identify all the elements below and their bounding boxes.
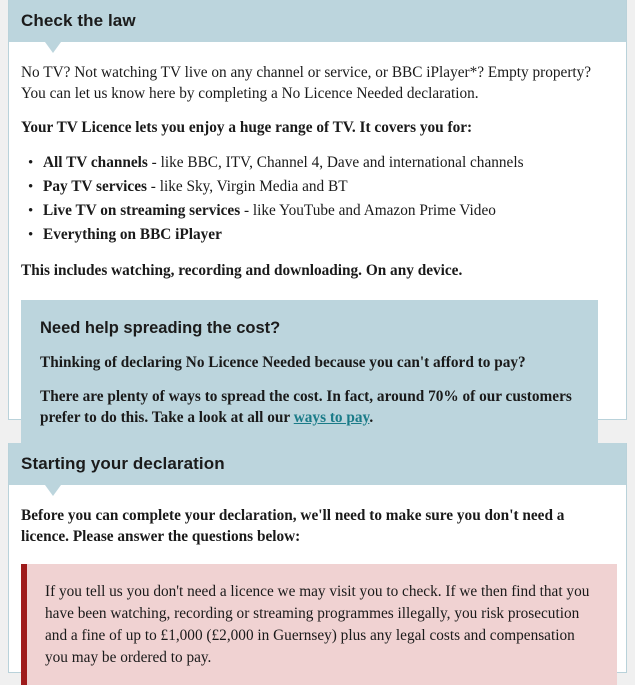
ways-to-pay-link[interactable]: ways to pay bbox=[293, 409, 370, 426]
info-box-paragraph-2 bbox=[40, 386, 578, 428]
list-item-rest: - like YouTube and Amazon Prime Video bbox=[240, 202, 496, 219]
list-item-lead: Pay TV services bbox=[43, 178, 147, 195]
page-title: Check the law bbox=[21, 11, 136, 30]
info-box-heading: Need help spreading the cost? bbox=[40, 319, 281, 337]
info-box-spreading-the-cost bbox=[21, 300, 598, 446]
list-item bbox=[43, 151, 609, 175]
header-notch-icon bbox=[45, 485, 61, 496]
card-check-the-law bbox=[8, 0, 627, 426]
info-box-paragraph-1: Thinking of declaring No Licence Needed because you can't afford to pay? bbox=[40, 354, 526, 371]
info-box-text-before-link: There are plenty of ways to spread the cost. In fact, around 70% of our customers prefer to do this. Take a look at all our bbox=[40, 388, 572, 426]
card-starting-your-declaration bbox=[8, 443, 627, 673]
includes-note-paragraph: This includes watching, recording and downloading. On any device. bbox=[21, 262, 463, 279]
card-header-starting-your-declaration bbox=[9, 443, 626, 485]
header-notch-icon bbox=[45, 42, 61, 53]
declaration-intro-paragraph: Before you can complete your declaration, we'll need to make sure you don't need a licence. Please answer the questions below: bbox=[21, 507, 565, 545]
list-item-rest: - like Sky, Virgin Media and BT bbox=[146, 178, 348, 195]
list-item-lead: Everything on BBC iPlayer bbox=[43, 226, 222, 243]
card-header-check-the-law bbox=[9, 0, 626, 42]
card-body-starting-your-declaration bbox=[9, 485, 626, 547]
info-box-text-after-link: . bbox=[369, 409, 374, 426]
list-item bbox=[43, 223, 609, 247]
list-item-rest: - like BBC, ITV, Channel 4, Dave and international channels bbox=[147, 154, 524, 171]
covers-intro-paragraph: Your TV Licence lets you enjoy a huge range of TV. It covers you for: bbox=[21, 119, 473, 136]
intro-paragraph: No TV? Not watching TV live on any channel or service, or BBC iPlayer*? Empty property? You can let us know here by completing a No Licence Needed declaration. bbox=[21, 64, 592, 102]
warning-box-prosecution-notice bbox=[21, 564, 617, 685]
list-item bbox=[43, 199, 609, 223]
card-body-check-the-law bbox=[9, 42, 626, 281]
list-item bbox=[43, 175, 609, 199]
list-item-lead: All TV channels bbox=[43, 154, 148, 171]
covers-list bbox=[21, 151, 609, 247]
list-item-lead: Live TV on streaming services bbox=[43, 202, 241, 219]
section-title: Starting your declaration bbox=[21, 454, 225, 473]
warning-box-text: If you tell us you don't need a licence we may visit you to check. If we then find that you have been watching, recording or streaming programmes illegally, you risk prosecution and a fine of up to £1,000 (£2,000 in Guernsey) plus any legal costs and compensation you may be ordered to pay. bbox=[45, 583, 590, 666]
